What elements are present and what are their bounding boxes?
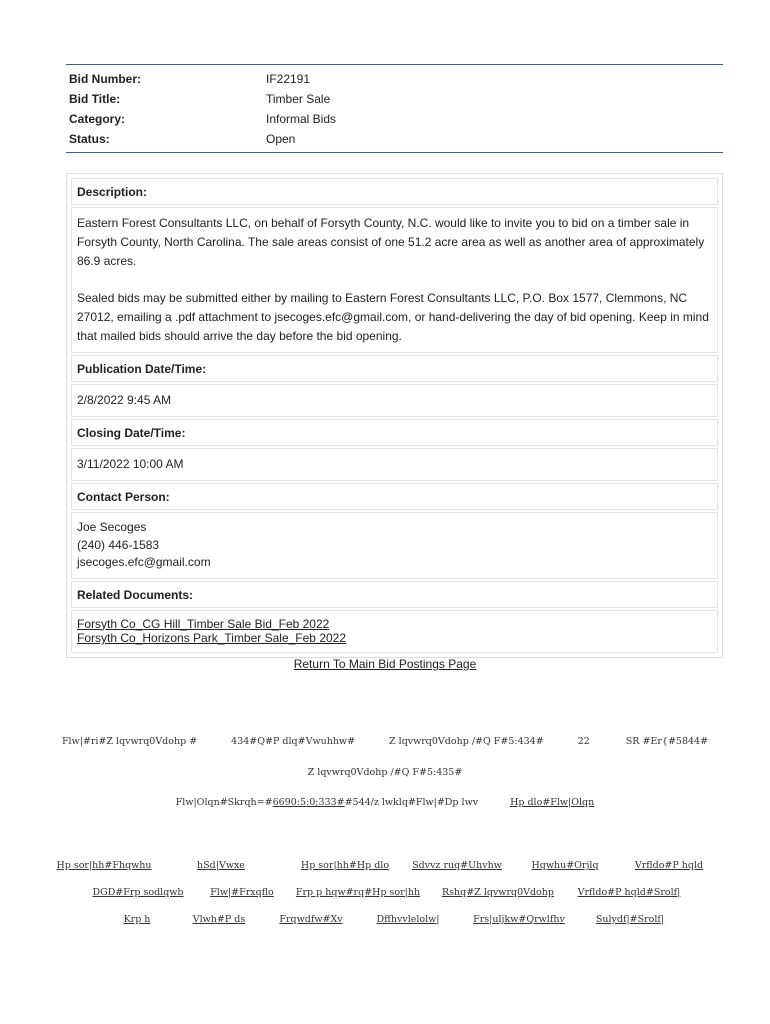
closing-heading: Closing Date/Time: [71, 419, 718, 446]
footer-nav-row-2 [0, 887, 770, 898]
footer-nav-row-3 [0, 914, 770, 925]
documents-body [71, 610, 718, 653]
footer-link-4[interactable]: Sdvvz ruq#Uhvhw [412, 860, 502, 871]
footer-address-line [0, 736, 770, 747]
footer-link-9[interactable]: Frp p hqw#rq#Hp sor|hh [295, 887, 421, 898]
footer-link-8[interactable]: Flw|#Frxqflo [210, 887, 274, 898]
status-value: Open [266, 132, 296, 146]
footer-link-15[interactable]: Dffhvvlelolw| [376, 914, 440, 925]
footer-address-1: Flw|#ri#Z lqvwrq0Vdohp # [61, 736, 198, 747]
description-heading: Description: [71, 178, 718, 205]
footer-address-line-2 [0, 767, 770, 778]
footer-address-2: 434#Q#P dlq#Vwuhhw# [231, 736, 356, 747]
footer-link-13[interactable]: Vlwh#P ds [192, 914, 246, 925]
contact-heading: Contact Person: [71, 483, 718, 510]
footer-link-6[interactable]: Vrfldo#P hqld [634, 860, 704, 871]
footer-link-14[interactable]: Frqwdfw#Xv [279, 914, 343, 925]
footer-link-10[interactable]: Rshq#Z lqvwrq0Vdohp [442, 887, 554, 898]
bid-title-label: Bid Title: [69, 92, 121, 106]
description-paragraph-2: Sealed bids may be submitted either by mailing to Eastern Forest Consultants LLC, P.O. Box 1577, Clemmons, NC 27012, emailing a .pdf attachment to jsecoges.efc@gmail.com, or hand-delivering the day of bid opening. Keep in mind that mailed bids should arrive the day before the bid opening. [77, 291, 709, 343]
category-label: Category: [69, 112, 126, 126]
contact-name: Joe Secoges [77, 520, 147, 534]
documents-heading: Related Documents: [71, 581, 718, 608]
footer-link-11[interactable]: Vrfldo#P hqld#Srolf| [577, 887, 681, 898]
footer-citylink-mid: #544/z lwklq#Flw|#Dp lwv [344, 797, 479, 808]
footer-address-6: Z lqvwrq0Vdohp /#Q F#5:435# [307, 767, 463, 778]
description-body [71, 207, 718, 353]
footer-citylink-prefix: Flw|Olqn#Skrqh=# [175, 797, 273, 808]
contact-phone: (240) 446-1583 [77, 537, 160, 552]
footer-nav-row-1 [0, 860, 770, 871]
status-label: Status: [69, 132, 110, 146]
footer-link-2[interactable]: hSd|Vwxe [197, 860, 245, 871]
summary-row-bid-title [66, 89, 723, 109]
bid-summary [66, 64, 723, 153]
bid-title-value: Timber Sale [266, 92, 331, 106]
return-to-main-link[interactable]: Return To Main Bid Postings Page [293, 657, 477, 671]
contact-email: jsecoges.efc@gmail.com [77, 555, 211, 569]
bid-details [66, 173, 723, 658]
footer-citylink-phone[interactable]: 6690:5:0;333# [272, 797, 345, 808]
summary-row-status [66, 129, 723, 149]
description-paragraph-1: Eastern Forest Consultants LLC, on behalf of Forsyth County, N.C. would like to invite you to bid on a timber sale in Forsyth County, North Carolina. The sale areas consist of one 51.2 acre area as well as another area of approximately 86.9 acres. [77, 216, 705, 268]
summary-row-category [66, 109, 723, 129]
footer-link-5[interactable]: Hqwhu#Orjlq [531, 860, 599, 871]
contact-body [71, 512, 718, 579]
category-value: Informal Bids [266, 112, 337, 126]
footer-contact-line [0, 797, 770, 808]
bid-number-label: Bid Number: [69, 72, 141, 86]
bid-number-value: IF22191 [266, 72, 311, 86]
summary-row-bid-number [66, 69, 723, 89]
return-link-container [0, 657, 770, 671]
footer-address-4: 22 [577, 736, 590, 747]
publication-heading: Publication Date/Time: [71, 355, 718, 382]
footer-link-16[interactable]: Frs|uljkw#Qrwlfhv [473, 914, 565, 925]
document-link-cg-hill[interactable]: Forsyth Co_CG Hill_Timber Sale Bid_Feb 2022 [77, 616, 330, 631]
footer-address-5: SR #Er{#5844# [625, 736, 709, 747]
footer-link-7[interactable]: DGD#Frp sodlqwb [92, 887, 184, 898]
footer-link-3[interactable]: Hp sor|hh#Hp dlo [300, 860, 390, 871]
footer-email-citylink[interactable]: Hp dlo#Flw|Olqn [510, 797, 595, 808]
footer-link-12[interactable]: Krp h [123, 914, 151, 925]
footer-address-3: Z lqvwrq0Vdohp /#Q F#5:434# [389, 736, 544, 747]
footer-link-17[interactable]: Sulydf|#Srolf| [595, 914, 665, 925]
document-link-horizons-park[interactable]: Forsyth Co_Horizons Park_Timber Sale_Feb 2022 [77, 631, 347, 645]
footer-link-1[interactable]: Hp sor|hh#Fhqwhu [56, 860, 152, 871]
closing-value: 3/11/2022 10:00 AM [71, 448, 718, 481]
publication-value: 2/8/2022 9:45 AM [71, 384, 718, 417]
